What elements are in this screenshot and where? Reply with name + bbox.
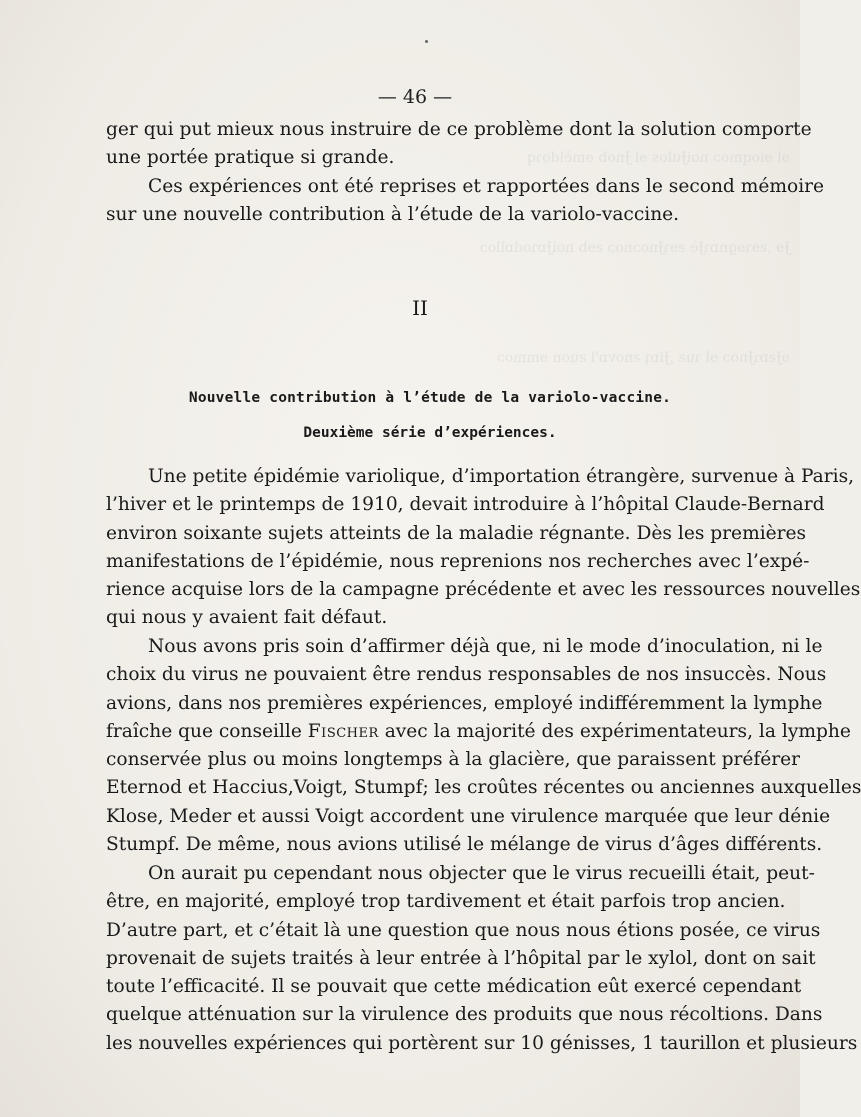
text-line: Une petite épidémie variolique, d’importation étrangère, survenue à Paris, xyxy=(148,466,855,487)
text-line: D’autre part, et c’était là une question que nous nous étions posée, ce virus xyxy=(106,919,821,941)
page-number: — 46 — xyxy=(377,86,453,108)
text-line: une portée pratique si grande. xyxy=(106,147,395,169)
paragraph xyxy=(106,173,825,230)
text-line: On aurait pu cependant nous objecter que le virus recueilli était, peut- xyxy=(148,863,815,884)
text-line: Ces expériences ont été reprises et rapportées dans le second mémoire xyxy=(148,176,825,197)
text-line: sur une nouvelle contribution à l’étude de la variolo-vaccine. xyxy=(106,204,680,226)
text-line: qui nous y avaient fait défaut. xyxy=(106,607,388,629)
text-line: Klose, Meder et aussi Voigt accordent une virulence marquée que leur dénie xyxy=(106,805,831,827)
author-name: Fischer xyxy=(307,720,379,742)
paper-speck xyxy=(425,40,428,43)
text-line: Stumpf. De même, nous avions utilisé le mélange de virus d’âges différents. xyxy=(106,834,823,856)
text-line: quelque atténuation sur la virulence des produits que nous récoltions. Dans xyxy=(106,1004,823,1026)
text-line: avions, dans nos premières expériences, employé indifféremment la lymphe xyxy=(106,692,823,714)
text-line: être, en majorité, employé trop tardivement et était parfois trop ancien. xyxy=(106,891,786,913)
text-line: Nous avons pris soin d’affirmer déjà que, ni le mode d’inoculation, ni le xyxy=(148,636,823,657)
text-line: provenait de sujets traités à leur entrée à l’hôpital par le xylol, dont on sait xyxy=(106,947,816,969)
text-line: manifestations de l’épidémie, nous reprenions nos recherches avec l’expé- xyxy=(106,550,810,572)
text-line: environ soixante sujets atteints de la maladie régnante. Dès les premières xyxy=(106,522,807,544)
paragraph-continuation xyxy=(106,116,812,173)
text-line: les nouvelles expériences qui portèrent sur 10 génisses, 1 taurillon et plusieurs xyxy=(106,1032,858,1054)
text-fragment: avec la majorité des expérimentateurs, la lymphe xyxy=(378,720,851,742)
show-through-text: ɘɈƨɒɿɈnoɔ ɘl ɿuƨ ,Ɉiɒʇ ƨnovɒ'l ƨuon ɘmmoɔ xyxy=(497,350,790,366)
text-line: Eternod et Haccius,Voigt, Stumpf; les croûtes récentes ou anciennes auxquelles xyxy=(106,777,861,799)
paragraph xyxy=(106,633,861,859)
text-fragment: fraîche que conseille xyxy=(106,720,308,742)
text-line: rience acquise lors de la campagne précédente et avec les ressources nouvelles xyxy=(106,579,861,601)
show-through-text: ɘl ɘioqmoɔ noiɈulos ɘl Ɉnob ɘmèldoɿq xyxy=(526,150,790,166)
section-title: Nouvelle contribution à l’étude de la variolo-vaccine. xyxy=(188,390,672,406)
paragraph xyxy=(106,860,858,1058)
paragraph xyxy=(106,463,861,633)
section-subtitle: Deuxième série d’expériences. xyxy=(303,425,557,441)
text-line xyxy=(106,718,851,746)
text-line: choix du virus ne pouvaient être rendus responsables de nos insuccès. Nous xyxy=(106,664,827,686)
text-line: ger qui put mieux nous instruire de ce problème dont la solution comporte xyxy=(106,119,812,140)
text-line: toute l’efficacité. Il se pouvait que cette médication eût exercé cependant xyxy=(106,976,802,998)
text-line: conservée plus ou moins longtemps à la glacière, que paraissent préférer xyxy=(106,749,801,771)
show-through-text: Ɉɘ ,ƨɘɿɘɡnɒɿɈè ƨɘɿɈnoɔnoɔ ƨɘb noiɈɒɿodɒlloɔ xyxy=(479,240,790,256)
text-line: l’hiver et le printemps de 1910, devait introduire à l’hôpital Claude-Bernard xyxy=(106,494,825,516)
section-number: II xyxy=(412,296,428,320)
